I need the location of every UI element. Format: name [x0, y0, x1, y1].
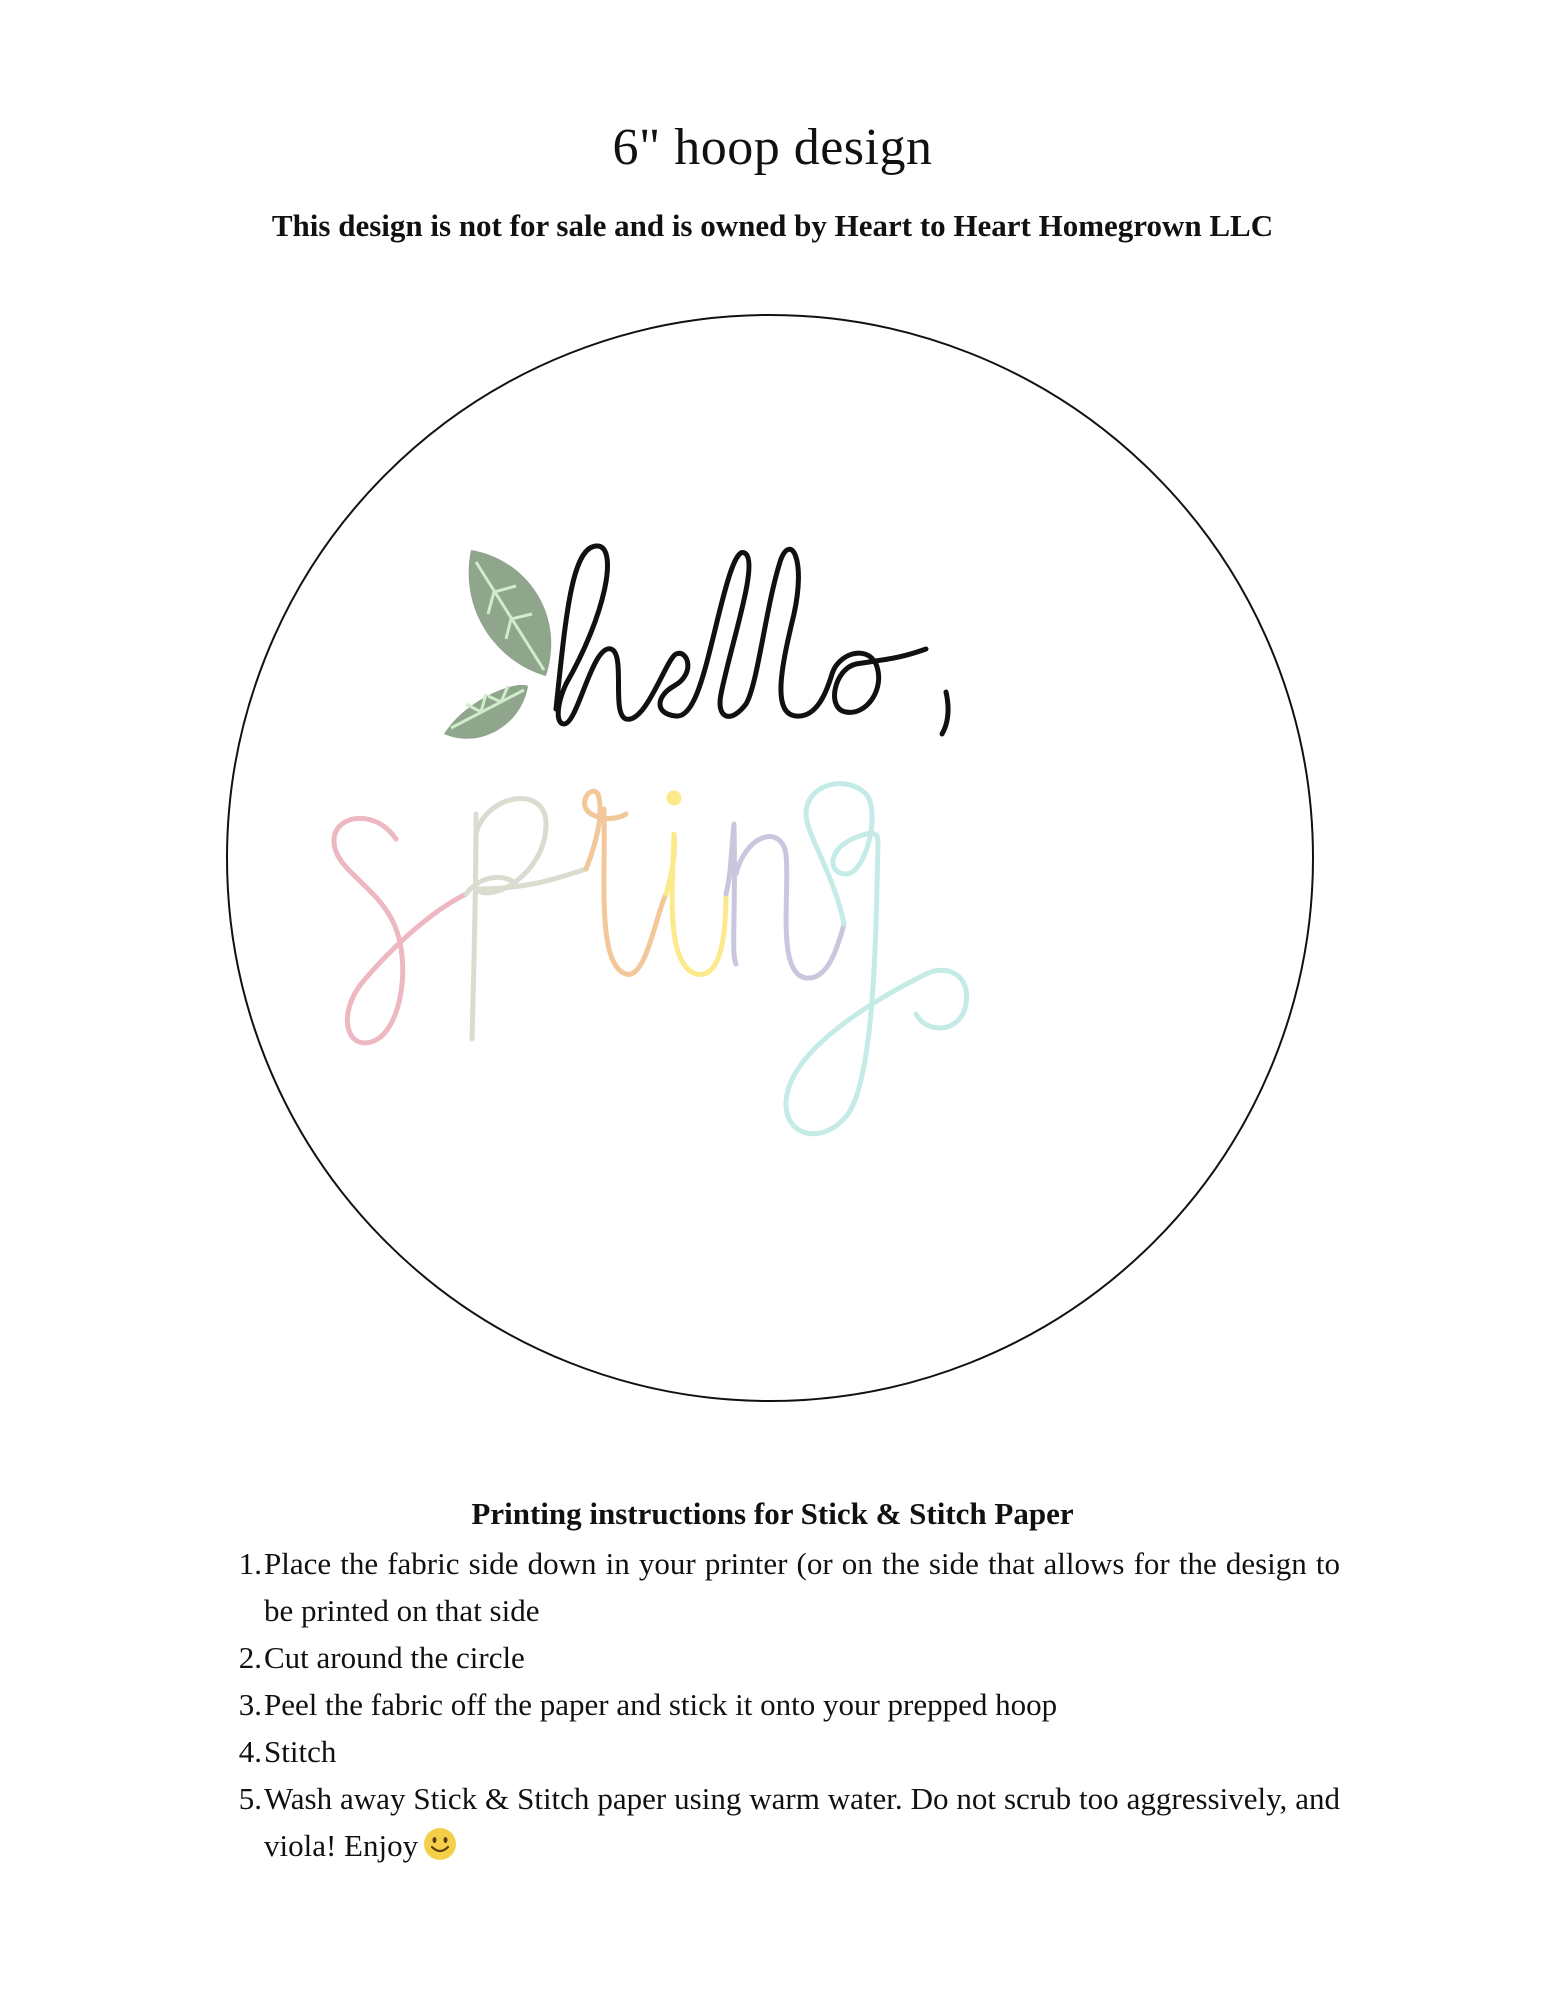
step-text-content: Wash away Stick & Stitch paper using warm water. Do not scrub too aggressively, and viola! Enjoy	[264, 1781, 1340, 1863]
leaf-bottom-icon	[444, 685, 528, 739]
step-text: Cut around the circle	[264, 1640, 525, 1675]
step-number: 5.	[238, 1781, 262, 1816]
hello-spring-artwork	[226, 314, 1314, 1402]
list-item	[230, 1681, 1340, 1728]
step-text: Stitch	[264, 1734, 337, 1769]
smiley-face-icon	[422, 1826, 458, 1862]
step-text: Place the fabric side down in your printer (or on the side that allows for the design to be printed on that side	[264, 1546, 1340, 1628]
list-item	[230, 1540, 1340, 1634]
page-title: 6" hoop design	[612, 119, 933, 176]
list-item	[230, 1728, 1340, 1775]
step-text	[264, 1775, 1340, 1869]
hello-lettering	[556, 546, 948, 734]
step-number: 3.	[238, 1687, 262, 1722]
leaf-top-icon	[469, 550, 552, 676]
list-item	[230, 1775, 1340, 1869]
step-number: 4.	[238, 1734, 262, 1769]
instructions-heading: Printing instructions for Stick & Stitch Paper	[471, 1496, 1074, 1531]
step-number: 1.	[238, 1546, 262, 1581]
spring-lettering	[334, 784, 967, 1134]
ownership-notice: This design is not for sale and is owned by Heart to Heart Homegrown LLC	[271, 208, 1274, 243]
list-item	[230, 1634, 1340, 1681]
step-text: Peel the fabric off the paper and stick it onto your prepped hoop	[264, 1687, 1058, 1722]
instructions-list	[230, 1540, 1340, 1869]
step-number: 2.	[238, 1640, 262, 1675]
